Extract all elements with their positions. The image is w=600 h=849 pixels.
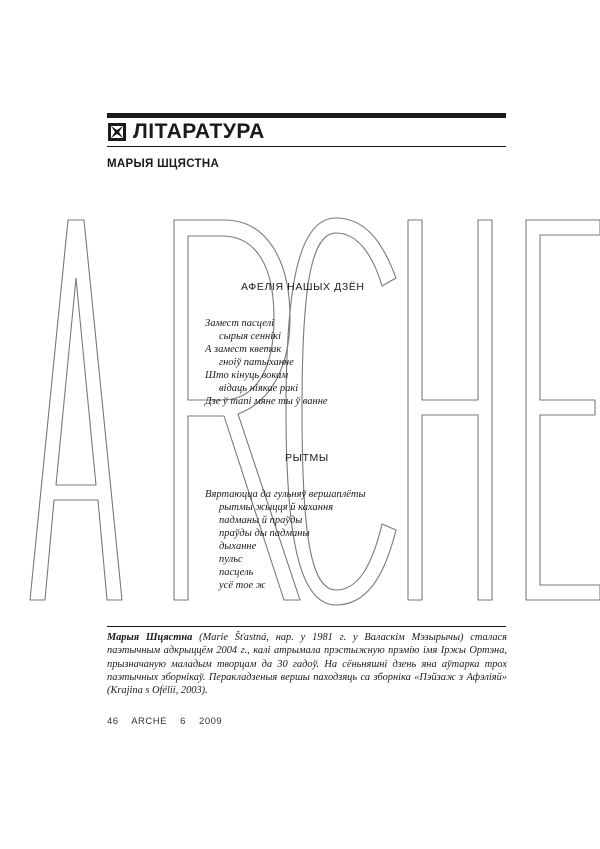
section-header (107, 120, 265, 144)
poem-title-2: РЫТМЫ (285, 452, 329, 464)
journal-name: ARCHE (131, 716, 167, 727)
poem-line: пасцель (219, 567, 254, 578)
page-number: 46 (107, 716, 119, 727)
poem-line: падманы й праўды (219, 515, 303, 526)
poem-line: Дзе ў тапі мяне ты ў ванне (205, 396, 328, 407)
poem-line: гноіў патыханне (219, 357, 294, 368)
top-rule (107, 113, 506, 118)
watermark-letter-e (526, 220, 600, 600)
bio-author-name: Марыя Шцястна (107, 632, 193, 643)
poem-line: відаць ніякае ракі (219, 383, 299, 394)
poem-line: Вяртаюцца да гульняў вершаплёты (205, 489, 366, 500)
watermark-letter-h (408, 220, 492, 600)
poem-line: сырыя сеннікі (219, 331, 281, 342)
poem-line: Замест пасцелі (205, 318, 275, 329)
header-rule (107, 146, 506, 147)
poem-line: праўды ды падманы (219, 528, 310, 539)
poem-line: дыханне (219, 541, 257, 552)
issue-year: 2009 (199, 716, 223, 727)
page-footer (107, 716, 232, 727)
poem-line: А замест кветак (205, 344, 282, 355)
issue-number: 6 (180, 716, 186, 727)
poem-line: Што кінуць вокам (205, 370, 289, 381)
poem-title-1: АФЕЛІЯ НАШЫХ ДЗЁН (241, 281, 365, 293)
author-bio (107, 631, 507, 697)
poem-1 (205, 317, 328, 408)
author-name: МАРЫЯ ШЦЯСТНА (107, 158, 220, 170)
poem-line: усё тое ж (219, 580, 266, 591)
poem-line: рытмы жыцця й кахання (219, 502, 334, 513)
bio-text: (Marie Šťastná, нар. у 1981 г. у Валаскім Мэзырычы) сталася паэтычным адкрыццём 2004 г., калі атрымала прэстыжную прэмію імя Іржы Ортэна, прызначаную маладым творцам да 30 гадоў. На сёньняшні дзень яна аўтарка трох паэтычных зборнікаў. Перакладзеныя вершы паходзяць са зборніка «Пэйзаж з Афэліяй» (Krajina s Ofélií, 2003). (107, 632, 507, 697)
poem-2 (205, 488, 366, 592)
bio-rule (107, 626, 506, 627)
section-title: ЛІТАРАТУРА (133, 120, 265, 143)
watermark-letter-a (30, 220, 122, 600)
square-bullet-icon (107, 122, 127, 142)
poem-line: пульс (219, 554, 243, 565)
